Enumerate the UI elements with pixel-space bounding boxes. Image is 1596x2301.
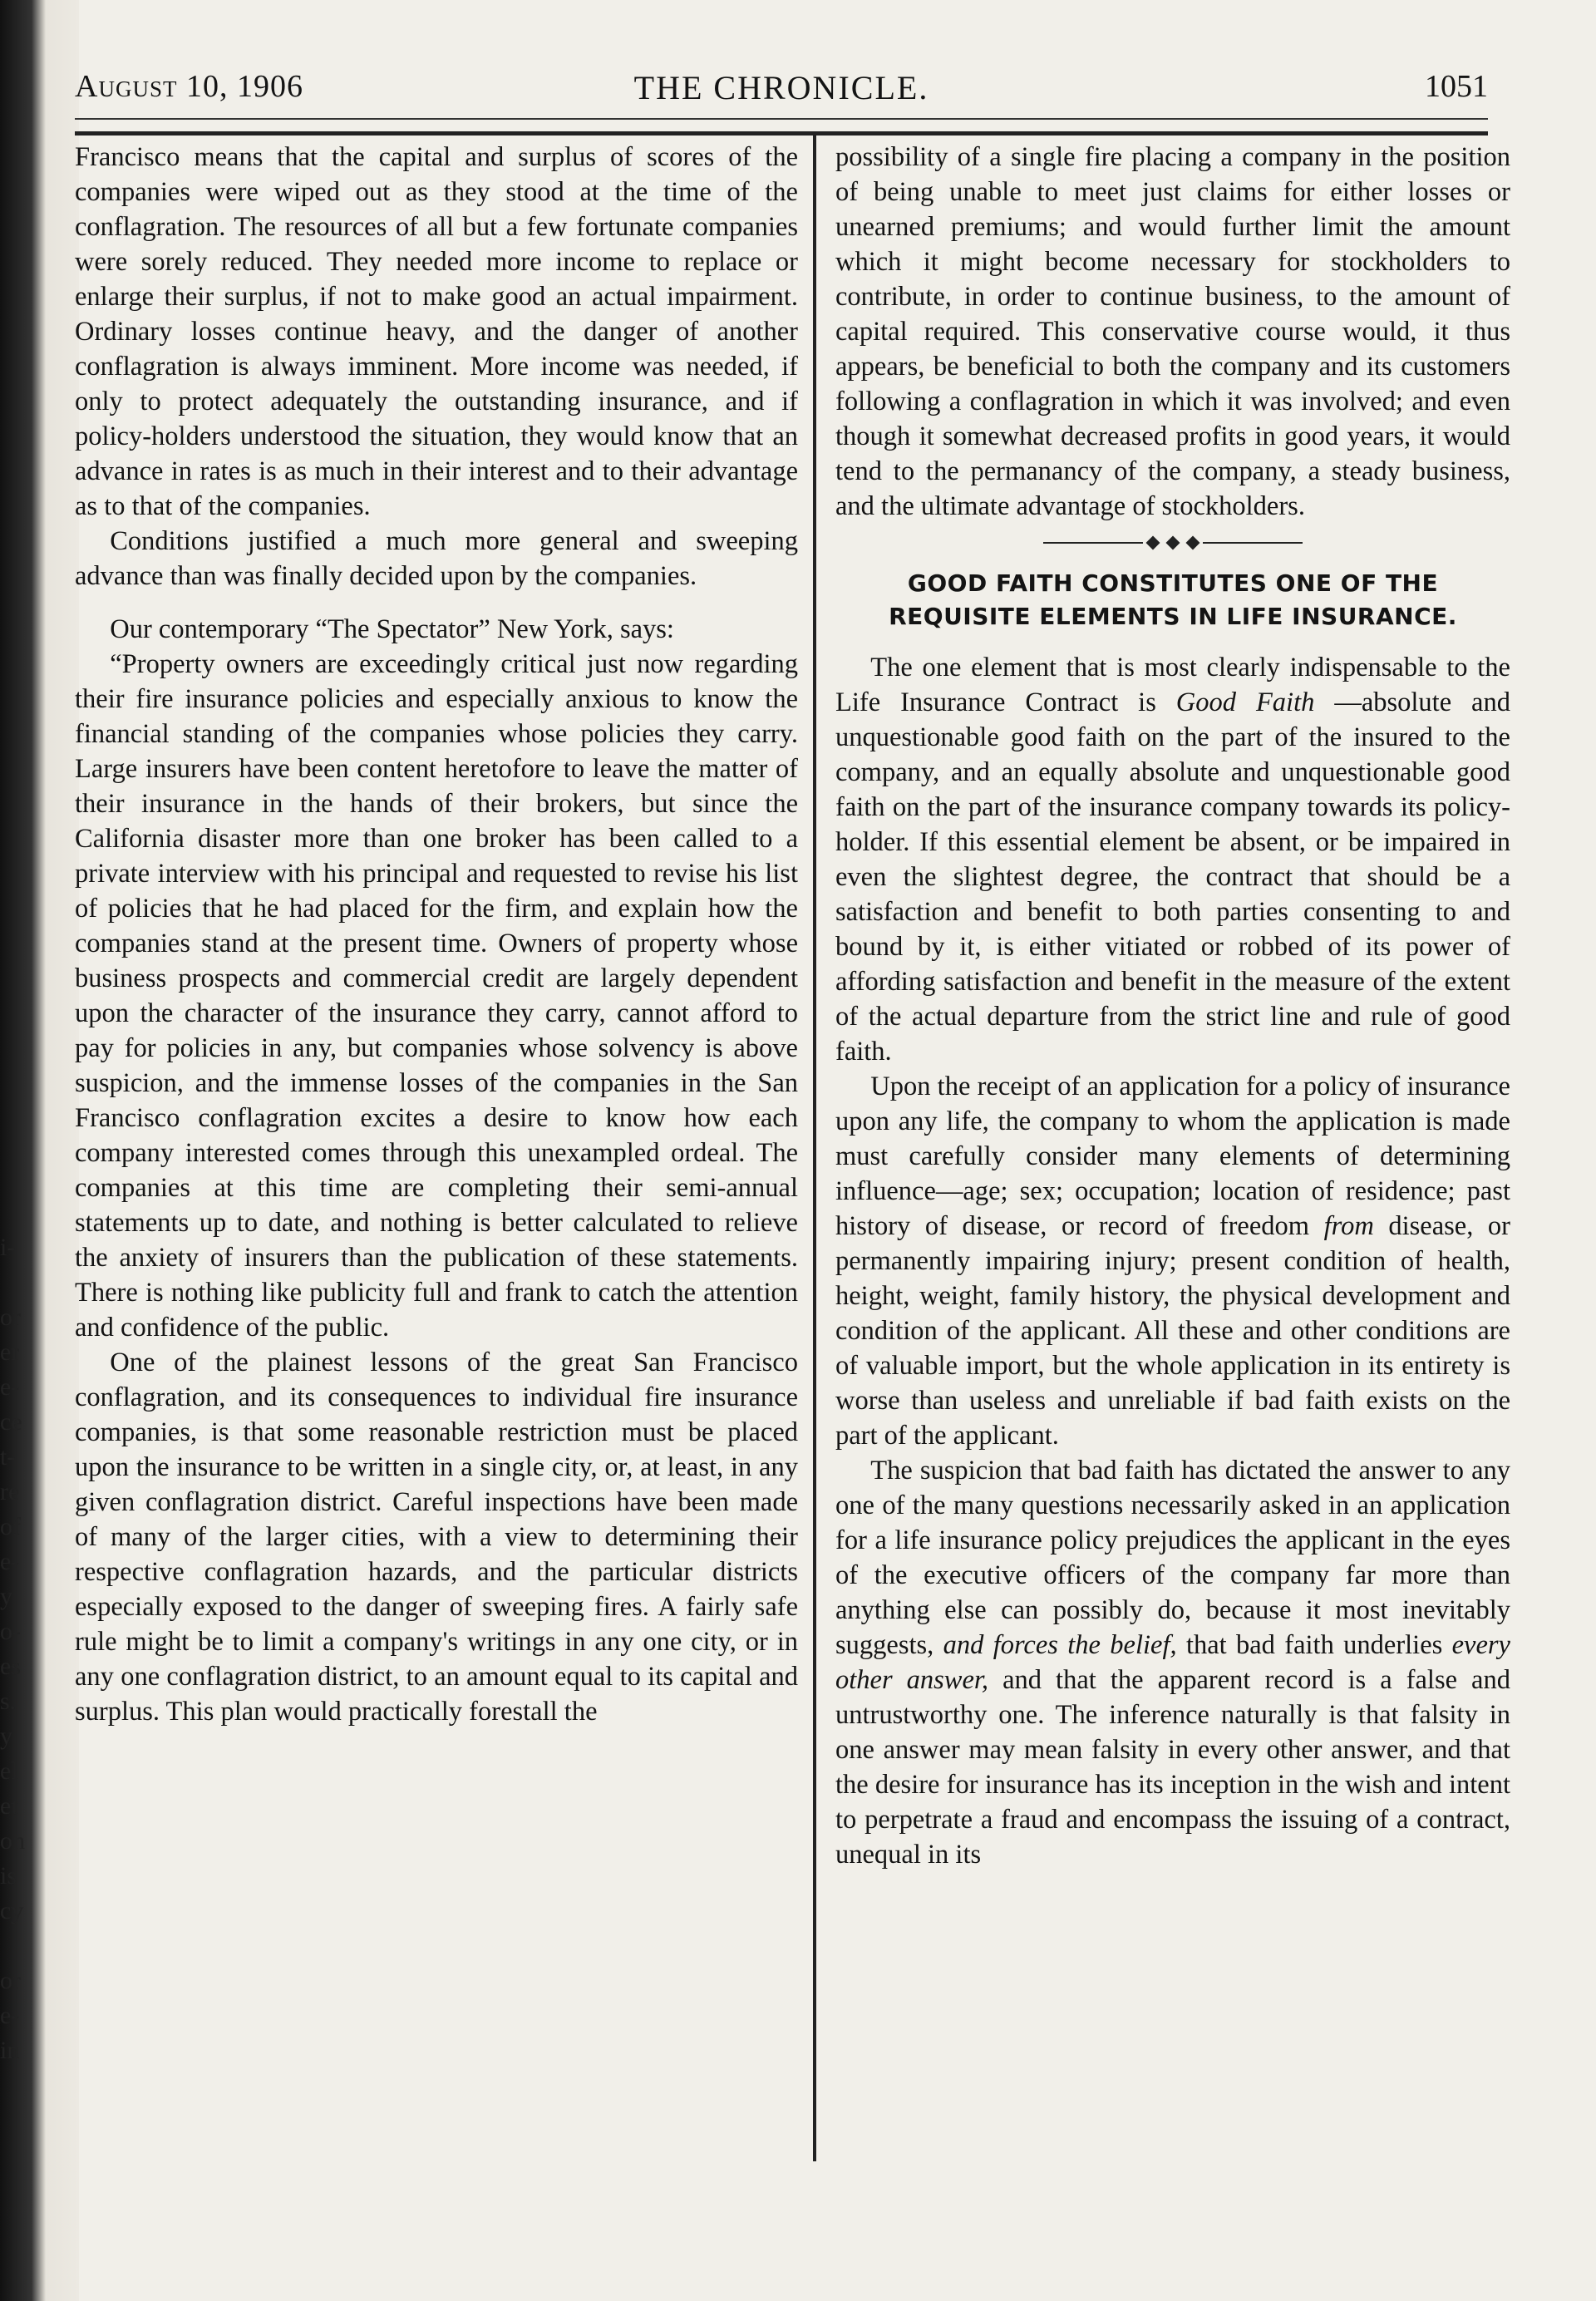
margin-fragment: of <box>0 1513 21 1540</box>
emphasis: Good Faith <box>1175 687 1315 717</box>
header-rule <box>75 118 1488 135</box>
margin-fragment: ce <box>0 1408 22 1436</box>
column-divider <box>813 133 816 2161</box>
margin-fragment: on <box>0 1827 25 1855</box>
paragraph: Upon the receipt of an application for a policy of insurance upon any life, the company to whom the application is made must carefully consider many elements of determining influence—age; sex; occupation; location of residence; past history of disease, or record of freedom from disease, or permanently impairing injury; present condition of health, height, weight, family history, the physical development and condition of the applicant. All these and other conditions are of valuable import, but the whole application in its entirety is worse than useless and unreliable if bad faith exists on the part of the applicant. <box>835 1072 1510 1451</box>
paragraph: One of the plainest lessons of the great San Francisco conflagration, and its consequences to individual fire insurance companies, is that some reasonable restriction must be placed upon the insurance to be written in a single city, or, at least, in any given conflagration district. Careful inspections have been made of many of the larger cities, with a view to determining their respective conflagration hazards, and the particular districts especially exposed to the danger of sweeping fires. A fairly safe rule might be to limit a company's writings in any one city, or in any one conflagration district, to an amount equal to its capital and surplus. This plan would practically forestall the <box>75 1348 798 1727</box>
emphasis: from <box>1323 1211 1374 1241</box>
margin-fragment <box>0 1265 33 1300</box>
margin-fragment: e- <box>0 2002 20 2029</box>
margin-fragment: cy <box>0 1897 24 1924</box>
paragraph: possibility of a single fire placing a company in the position of being unable to meet just claims for either losses or unearned premiums; and would further limit the amount which it might become necessary for stockholders to contribute, in order to continue business, to the amount of capital required. This conservative course would, it thus appears, be beneficial to both the company and its customers following a conflagration in which it was involved; and even though it somewhat decreased profits in good years, it would tend to the permanancy of the company, a steady business, and the ultimate advantage of stockholders. <box>835 142 1510 521</box>
margin-fragment: er <box>0 1338 20 1366</box>
emphasis: every other answer, <box>835 1630 1510 1695</box>
paragraph: Francisco means that the capital and surplus of scores of the companies were wiped out as they stood at the time of the conflagration. The resources of all but a few fortunate companies were sorely reduced. They needed more income to replace or enlarge their surplus, if not to make good an actual impairment. Ordinary losses continue heavy, and the danger of another conflagration is always imminent. More income was needed, if only to protect adequately the outstanding insurance, and if policy-holders understood the situation, they would know that an advance in rates is as much in their interest and to their advantage as to that of the companies. <box>75 142 798 521</box>
margin-fragment: or <box>0 1303 21 1331</box>
margin-fragment <box>0 1929 33 1963</box>
margin-fragment: re <box>0 1478 20 1505</box>
margin-fragment: o- <box>0 1618 21 1645</box>
page-header <box>75 68 1488 118</box>
margin-fragment: in <box>0 2037 20 2064</box>
margin-fragment: or <box>0 1967 21 1994</box>
left-column <box>75 140 798 1729</box>
margin-fragment: y <box>0 1583 12 1610</box>
margin-fragment: is <box>0 1862 17 1890</box>
margin-fragment: es <box>0 1653 21 1680</box>
margin-fragment: el <box>0 1757 18 1785</box>
paragraph: Conditions justified a much more general and sweeping advance than was finally decided upon by the companies. <box>75 526 798 591</box>
paragraph: The suspicion that bad faith has dictated the answer to any one of the many questions necessarily asked in an application for a life insurance policy prejudices the applicant in the eyes of the executive officers of the company far more than anything else can possibly do, because it most inevitably suggests, and forces the belief, that bad faith underlies every other answer, and that the apparent record is a false and untrustworthy one. The inference naturally is that falsity in one answer may mean falsity in every other answer, and that the desire for insurance has its inception in the wish and intent to perpetrate a fraud and encompass the issuing of a contract, unequal in its <box>835 1456 1510 1870</box>
journal-title: THE CHRONICLE. <box>633 69 929 106</box>
paragraph: The one element that is most clearly indispensable to the Life Insurance Contract is Good Faith —absolute and unquestionable good faith on the part of the insured to the company, and an equally absolute and unquestionable good faith on the part of the insurance company towards its policy-holder. If this essential element be absent, or be impaired in even the slightest degree, the contract that should be a satisfaction and benefit to both parties consenting to and bound by it, is either vitiated or robbed of its power of affording satisfaction and benefit in the measure of the extent of the actual departure from the strict line and rule of good faith. <box>835 653 1510 1067</box>
section-heading: GOOD FAITH CONSTITUTES ONE OF THE REQUISITE ELEMENTS IN LIFE INSURANCE. <box>889 569 1457 630</box>
margin-fragment: i- <box>0 1234 16 1261</box>
margin-fragment: e- <box>0 1373 20 1401</box>
margin-fragment: t- <box>0 1443 16 1471</box>
facing-page-fragments <box>0 1230 33 2068</box>
margin-fragment: s. <box>0 1688 17 1715</box>
margin-fragment: et <box>0 1792 18 1820</box>
paragraph: Our contemporary “The Spectator” New York, says: <box>110 614 674 644</box>
margin-fragment: y <box>0 1722 12 1750</box>
quoted-paragraph: “Property owners are exceedingly critical just now regarding their fire insurance policies and especially anxious to know the financial standing of the companies whose policies they carry. Large insurers have been content heretofore to leave the matter of their insurance in the hands of their brokers, but since the California disaster more than one broker has been called to a private interview with his principal and requested to revise his list of policies that he had placed for the firm, and explain how the companies stand at the present time. Owners of property whose business prospects and commercial credit are largely dependent upon the character of the insurance they carry, cannot afford to pay for policies in any, but companies whose solvency is above suspicion, and the immense losses of the companies in the San Francisco conflagration excites a desire to know how each company interested comes through this unexampled ordeal. The companies at this time are completing their semi-annual statements up to date, and nothing is better calculated to relieve the anxiety of insurers than the publication of these statements. There is nothing like publicity full and frank to catch the attention and confidence of the public. <box>75 649 798 1343</box>
right-column <box>835 140 1510 1872</box>
page-number: 1051 <box>1425 69 1488 104</box>
section-ornament <box>835 530 1510 555</box>
header-date: August 10, 1906 <box>75 69 303 104</box>
emphasis: and forces the belief, <box>943 1630 1177 1660</box>
margin-fragment: e- <box>0 1548 20 1575</box>
